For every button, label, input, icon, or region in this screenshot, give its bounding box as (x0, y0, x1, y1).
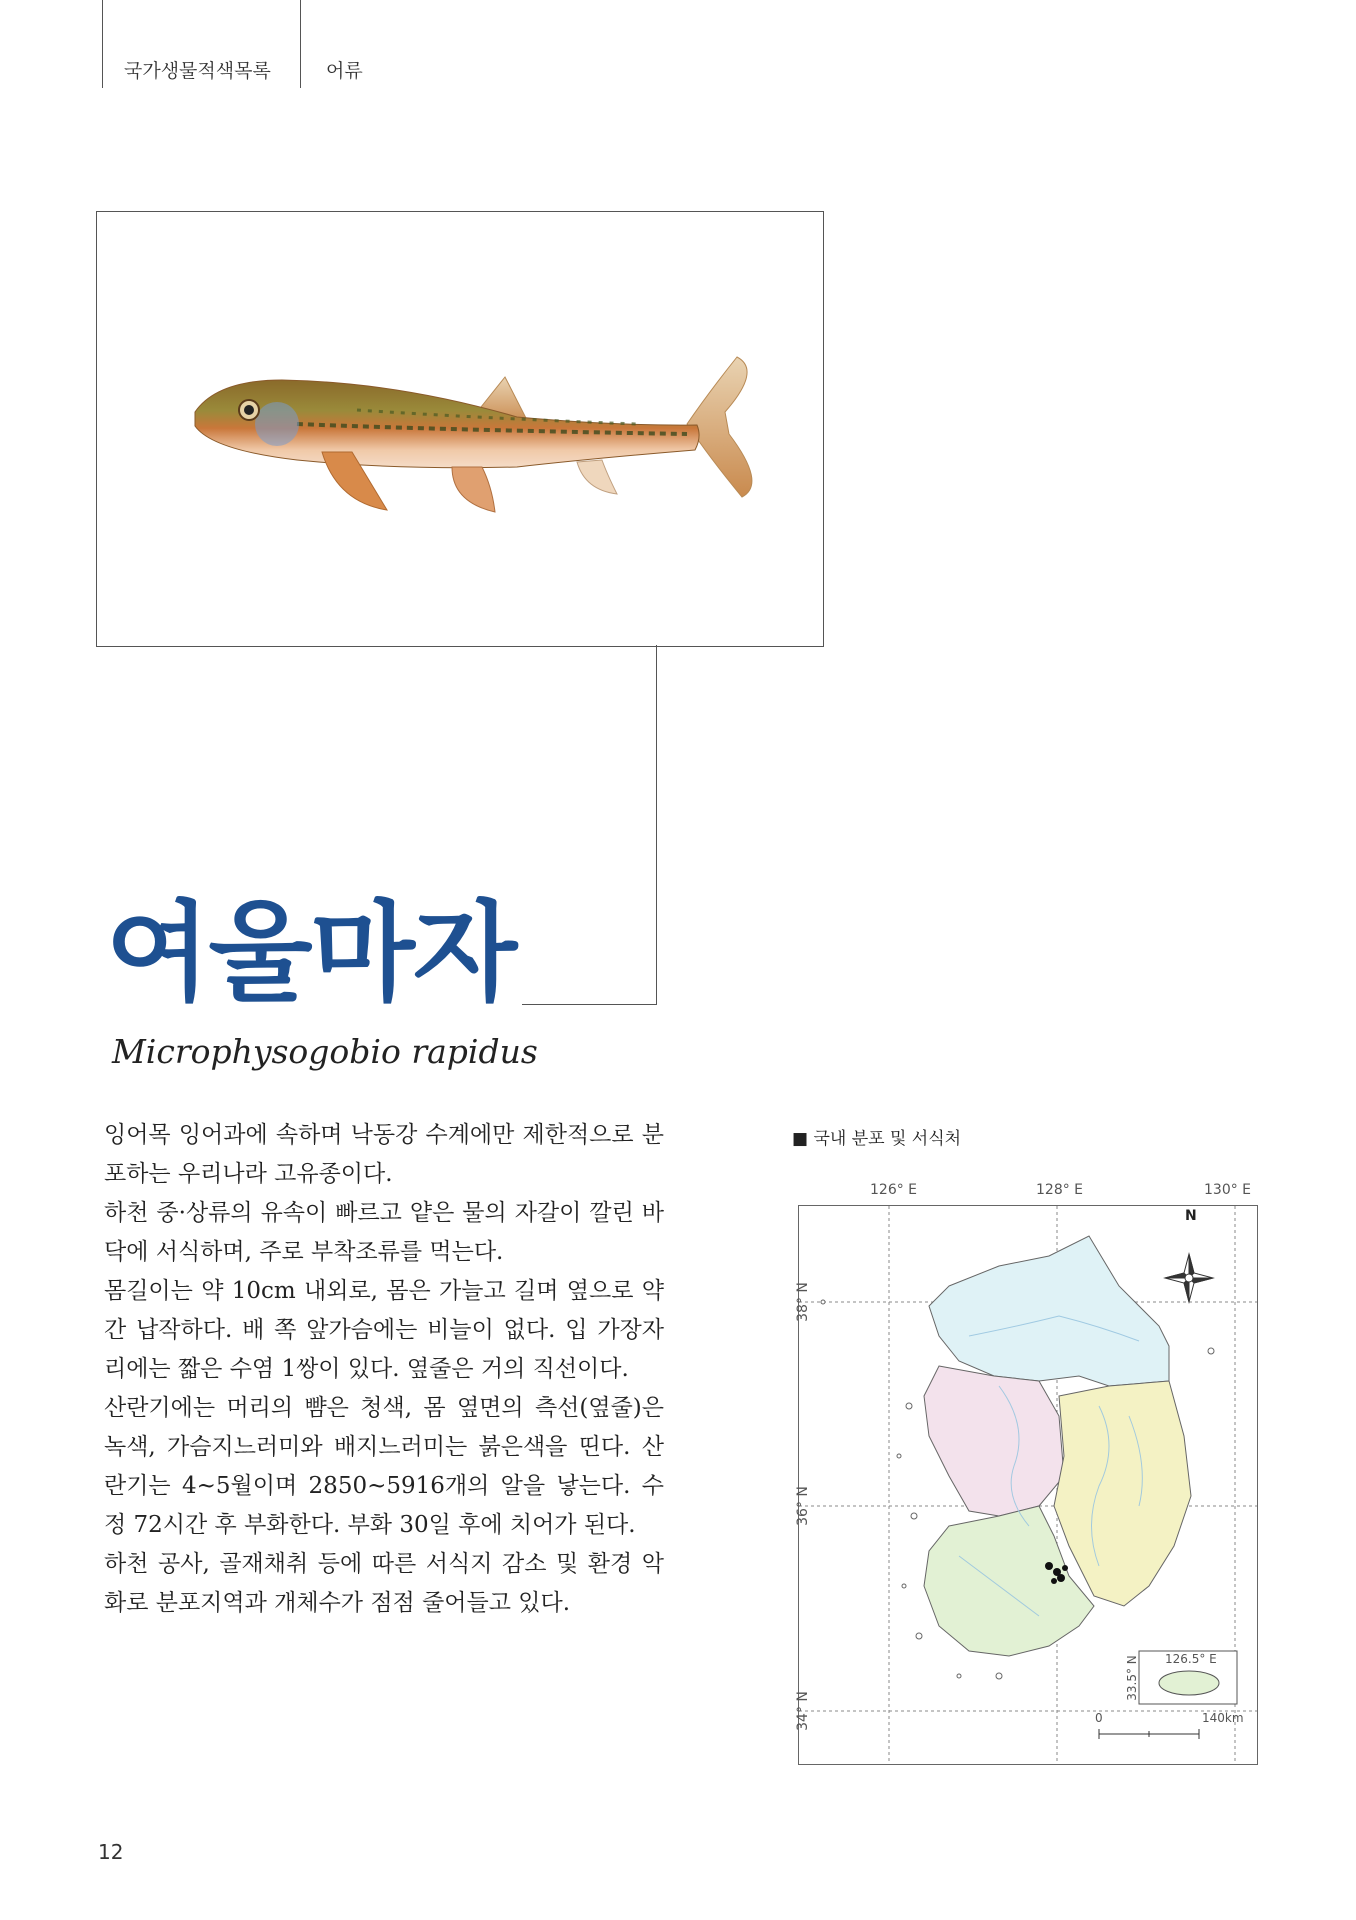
page-number: 12 (98, 1840, 124, 1864)
description-paragraph: 하천 공사, 골재채취 등에 따른 서식지 감소 및 환경 악화로 분포지역과 개체수가 점점 줄어들고 있다. (104, 1551, 664, 1616)
map-north-label: N (1185, 1208, 1197, 1224)
header-divider-middle (300, 0, 301, 88)
map-lon-label: 126° E (870, 1182, 918, 1198)
map-scale-start: 0 (1095, 1711, 1103, 1725)
description-paragraph: 산란기에는 머리의 뺨은 청색, 몸 옆면의 측선(옆줄)은 녹색, 가슴지느러미와 배지느러미는 붉은색을 띤다. 산란기는 4~5월이며 2850~5916개의 알을 낳는다. 수정 72시간 후 부화한다. 부화 30일 후에 치어가 된다. (104, 1395, 664, 1538)
description-paragraph: 하천 중·상류의 유속이 빠르고 얕은 물의 자갈이 깔린 바닥에 서식하며, 주로 부착조류를 먹는다. (104, 1200, 664, 1265)
header-category: 어류 (326, 60, 363, 82)
connector-vertical-line (656, 645, 657, 1005)
map-lat-label: 36° N (794, 1486, 811, 1526)
map-lon-label: 130° E (1204, 1182, 1252, 1198)
map-inset-lat-label: 33.5° N (1124, 1655, 1139, 1701)
korea-map (799, 1206, 1257, 1764)
map-lat-label: 38° N (794, 1282, 811, 1322)
header-catalog: 국가생물적색목록 (124, 60, 271, 82)
fish-illustration (97, 212, 823, 646)
species-description (104, 1116, 664, 1623)
map-title: ■ 국내 분포 및 서식처 (792, 1129, 962, 1149)
map-lat-label: 34° N (794, 1691, 811, 1731)
connector-horizontal-line (522, 1004, 657, 1005)
description-paragraph: 몸길이는 약 10cm 내외로, 몸은 가늘고 길며 옆으로 약간 납작하다. 배 쪽 앞가슴에는 비늘이 없다. 입 가장자리에는 짧은 수염 1쌍이 있다. 옆줄은 거의 직선이다. (104, 1278, 664, 1382)
map-scale-end: 140km (1202, 1711, 1244, 1725)
map-lon-label: 128° E (1036, 1182, 1084, 1198)
distribution-map (794, 1205, 1258, 1765)
header-divider-left (102, 0, 103, 88)
species-korean-name: 여울마자 (106, 891, 516, 1016)
species-scientific-name: Microphysogobio rapidus (112, 1032, 538, 1071)
map-inset-lon-label: 126.5° E (1165, 1652, 1217, 1666)
fish-photo-frame (96, 211, 824, 647)
description-paragraph: 잉어목 잉어과에 속하며 낙동강 수계에만 제한적으로 분포하는 우리나라 고유종이다. (104, 1122, 664, 1187)
